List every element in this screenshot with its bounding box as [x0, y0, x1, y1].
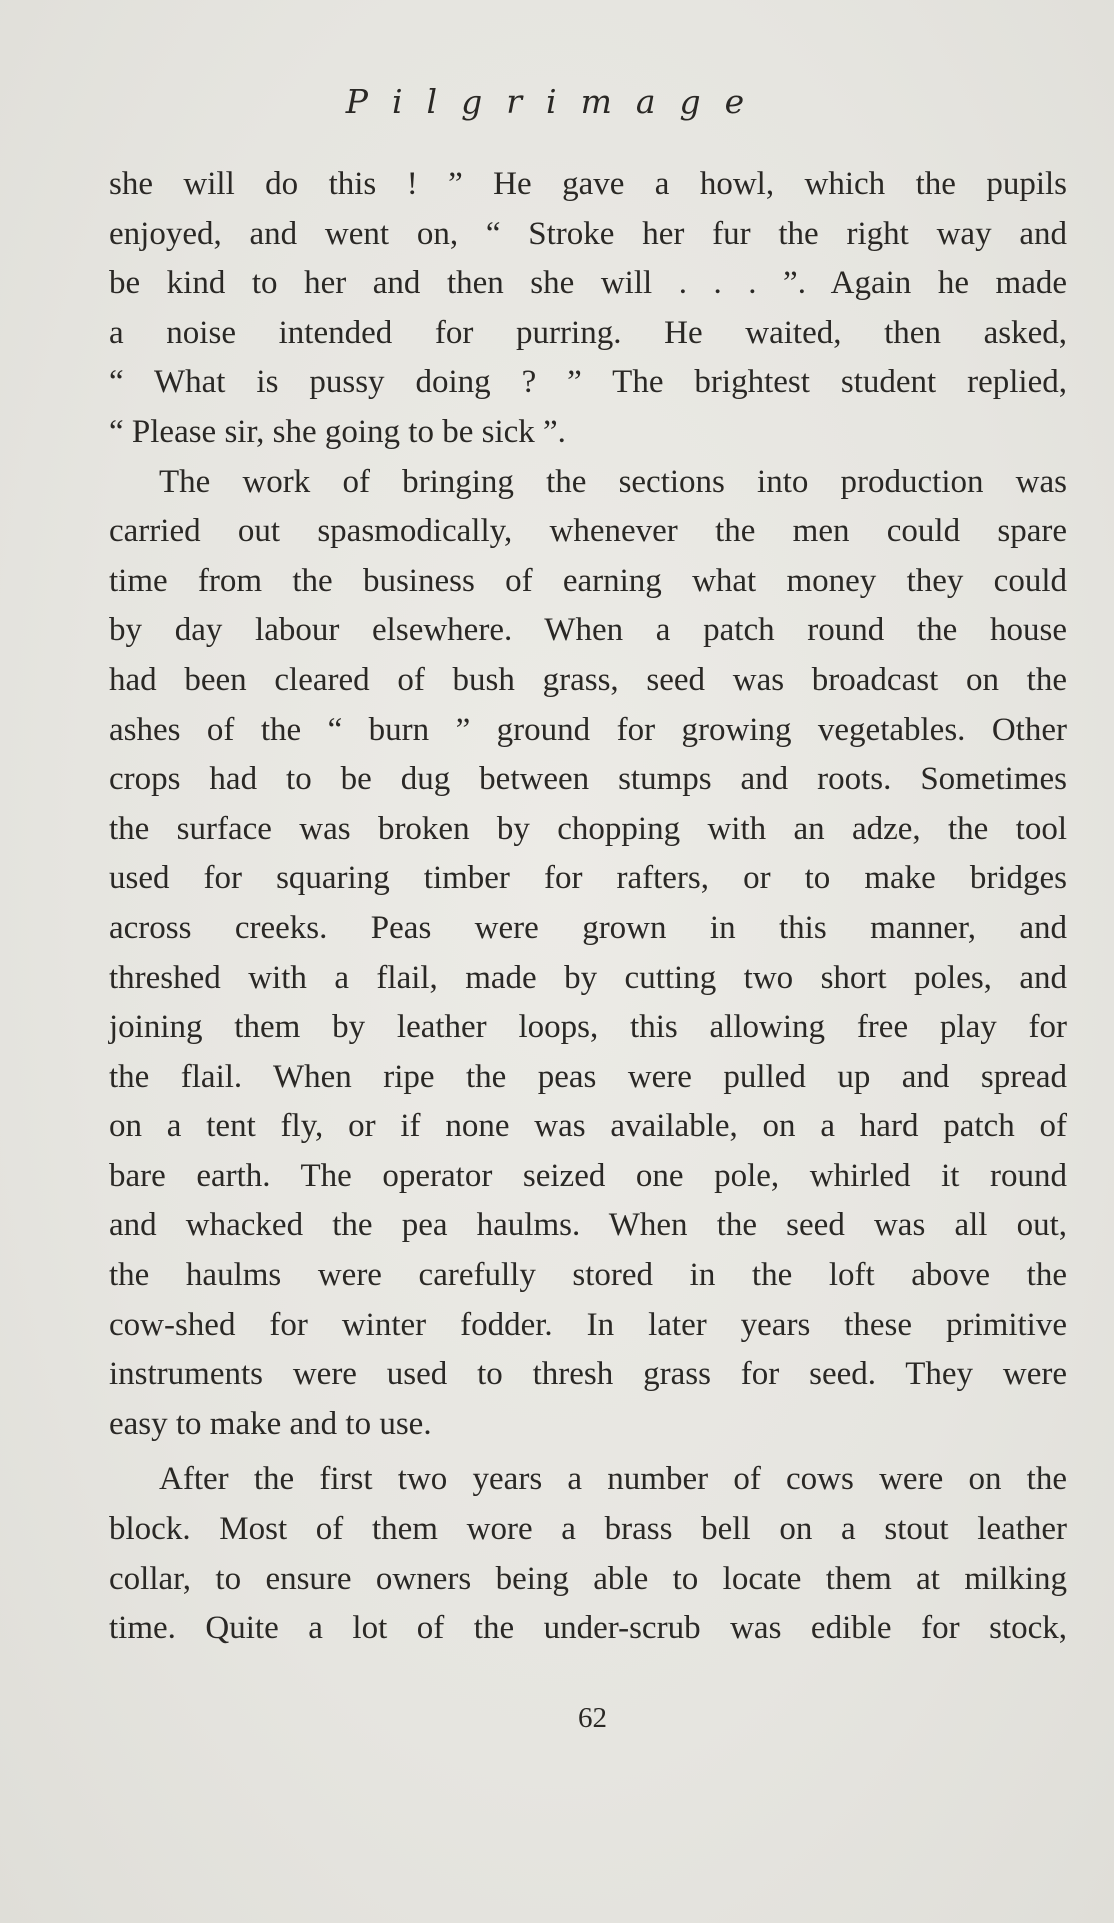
text-line: the flail. When ripe the peas were pulled up and spread [109, 1058, 1067, 1095]
text-line: time from the business of earning what money they could [109, 562, 1067, 599]
text-line: crops had to be dug between stumps and roots. Sometimes [109, 761, 1067, 798]
text-line: block. Most of them wore a brass bell on a stout leather [109, 1511, 1067, 1548]
text-line: time. Quite a lot of the under-scrub was edible for stock, [109, 1610, 1067, 1647]
text-line: the surface was broken by chopping with an adze, the tool [109, 810, 1067, 847]
text-line: cow-shed for winter fodder. In later years these primitive [109, 1306, 1067, 1343]
text-line: “ What is pussy doing ? ” The brightest student replied, [109, 364, 1067, 401]
text-line: carried out spasmodically, whenever the men could spare [109, 513, 1067, 550]
running-head: Pilgrimage [345, 82, 769, 121]
text-line: ashes of the “ burn ” ground for growing vegetables. Other [109, 711, 1067, 748]
text-line: “ Please sir, she going to be sick ”. [109, 413, 566, 450]
text-line: collar, to ensure owners being able to locate them at milking [109, 1560, 1067, 1597]
text-line: the haulms were carefully stored in the loft above the [109, 1257, 1067, 1294]
text-line: and whacked the pea haulms. When the seed was all out, [109, 1207, 1067, 1244]
text-line: she will do this ! ” He gave a howl, which the pupils [109, 166, 1067, 202]
text-line: enjoyed, and went on, “ Stroke her fur the right way and [109, 215, 1067, 252]
page-number: 62 [578, 1702, 607, 1734]
text-line: on a tent fly, or if none was available, on a hard patch of [109, 1108, 1067, 1145]
text-line: across creeks. Peas were grown in this manner, and [109, 909, 1067, 946]
text-line: instruments were used to thresh grass for seed. They were [109, 1356, 1067, 1393]
text-line: a noise intended for purring. He waited, then asked, [109, 314, 1067, 351]
text-line: threshed with a flail, made by cutting two short poles, and [109, 959, 1067, 996]
text-line: by day labour elsewhere. When a patch round the house [109, 612, 1067, 649]
text-line: be kind to her and then she will . . . ”. Again he made [109, 265, 1067, 302]
text-line: used for squaring timber for rafters, or to make bridges [109, 860, 1067, 897]
body-text [109, 160, 1067, 1654]
text-line: easy to make and to use. [109, 1405, 432, 1442]
text-line: After the first two years a number of cows were on the [159, 1461, 1067, 1498]
text-line: The work of bringing the sections into production was [159, 463, 1067, 500]
text-line: joining them by leather loops, this allowing free play for [109, 1009, 1067, 1046]
text-line: bare earth. The operator seized one pole, whirled it round [109, 1157, 1067, 1194]
text-line: had been cleared of bush grass, seed was broadcast on the [109, 661, 1067, 698]
